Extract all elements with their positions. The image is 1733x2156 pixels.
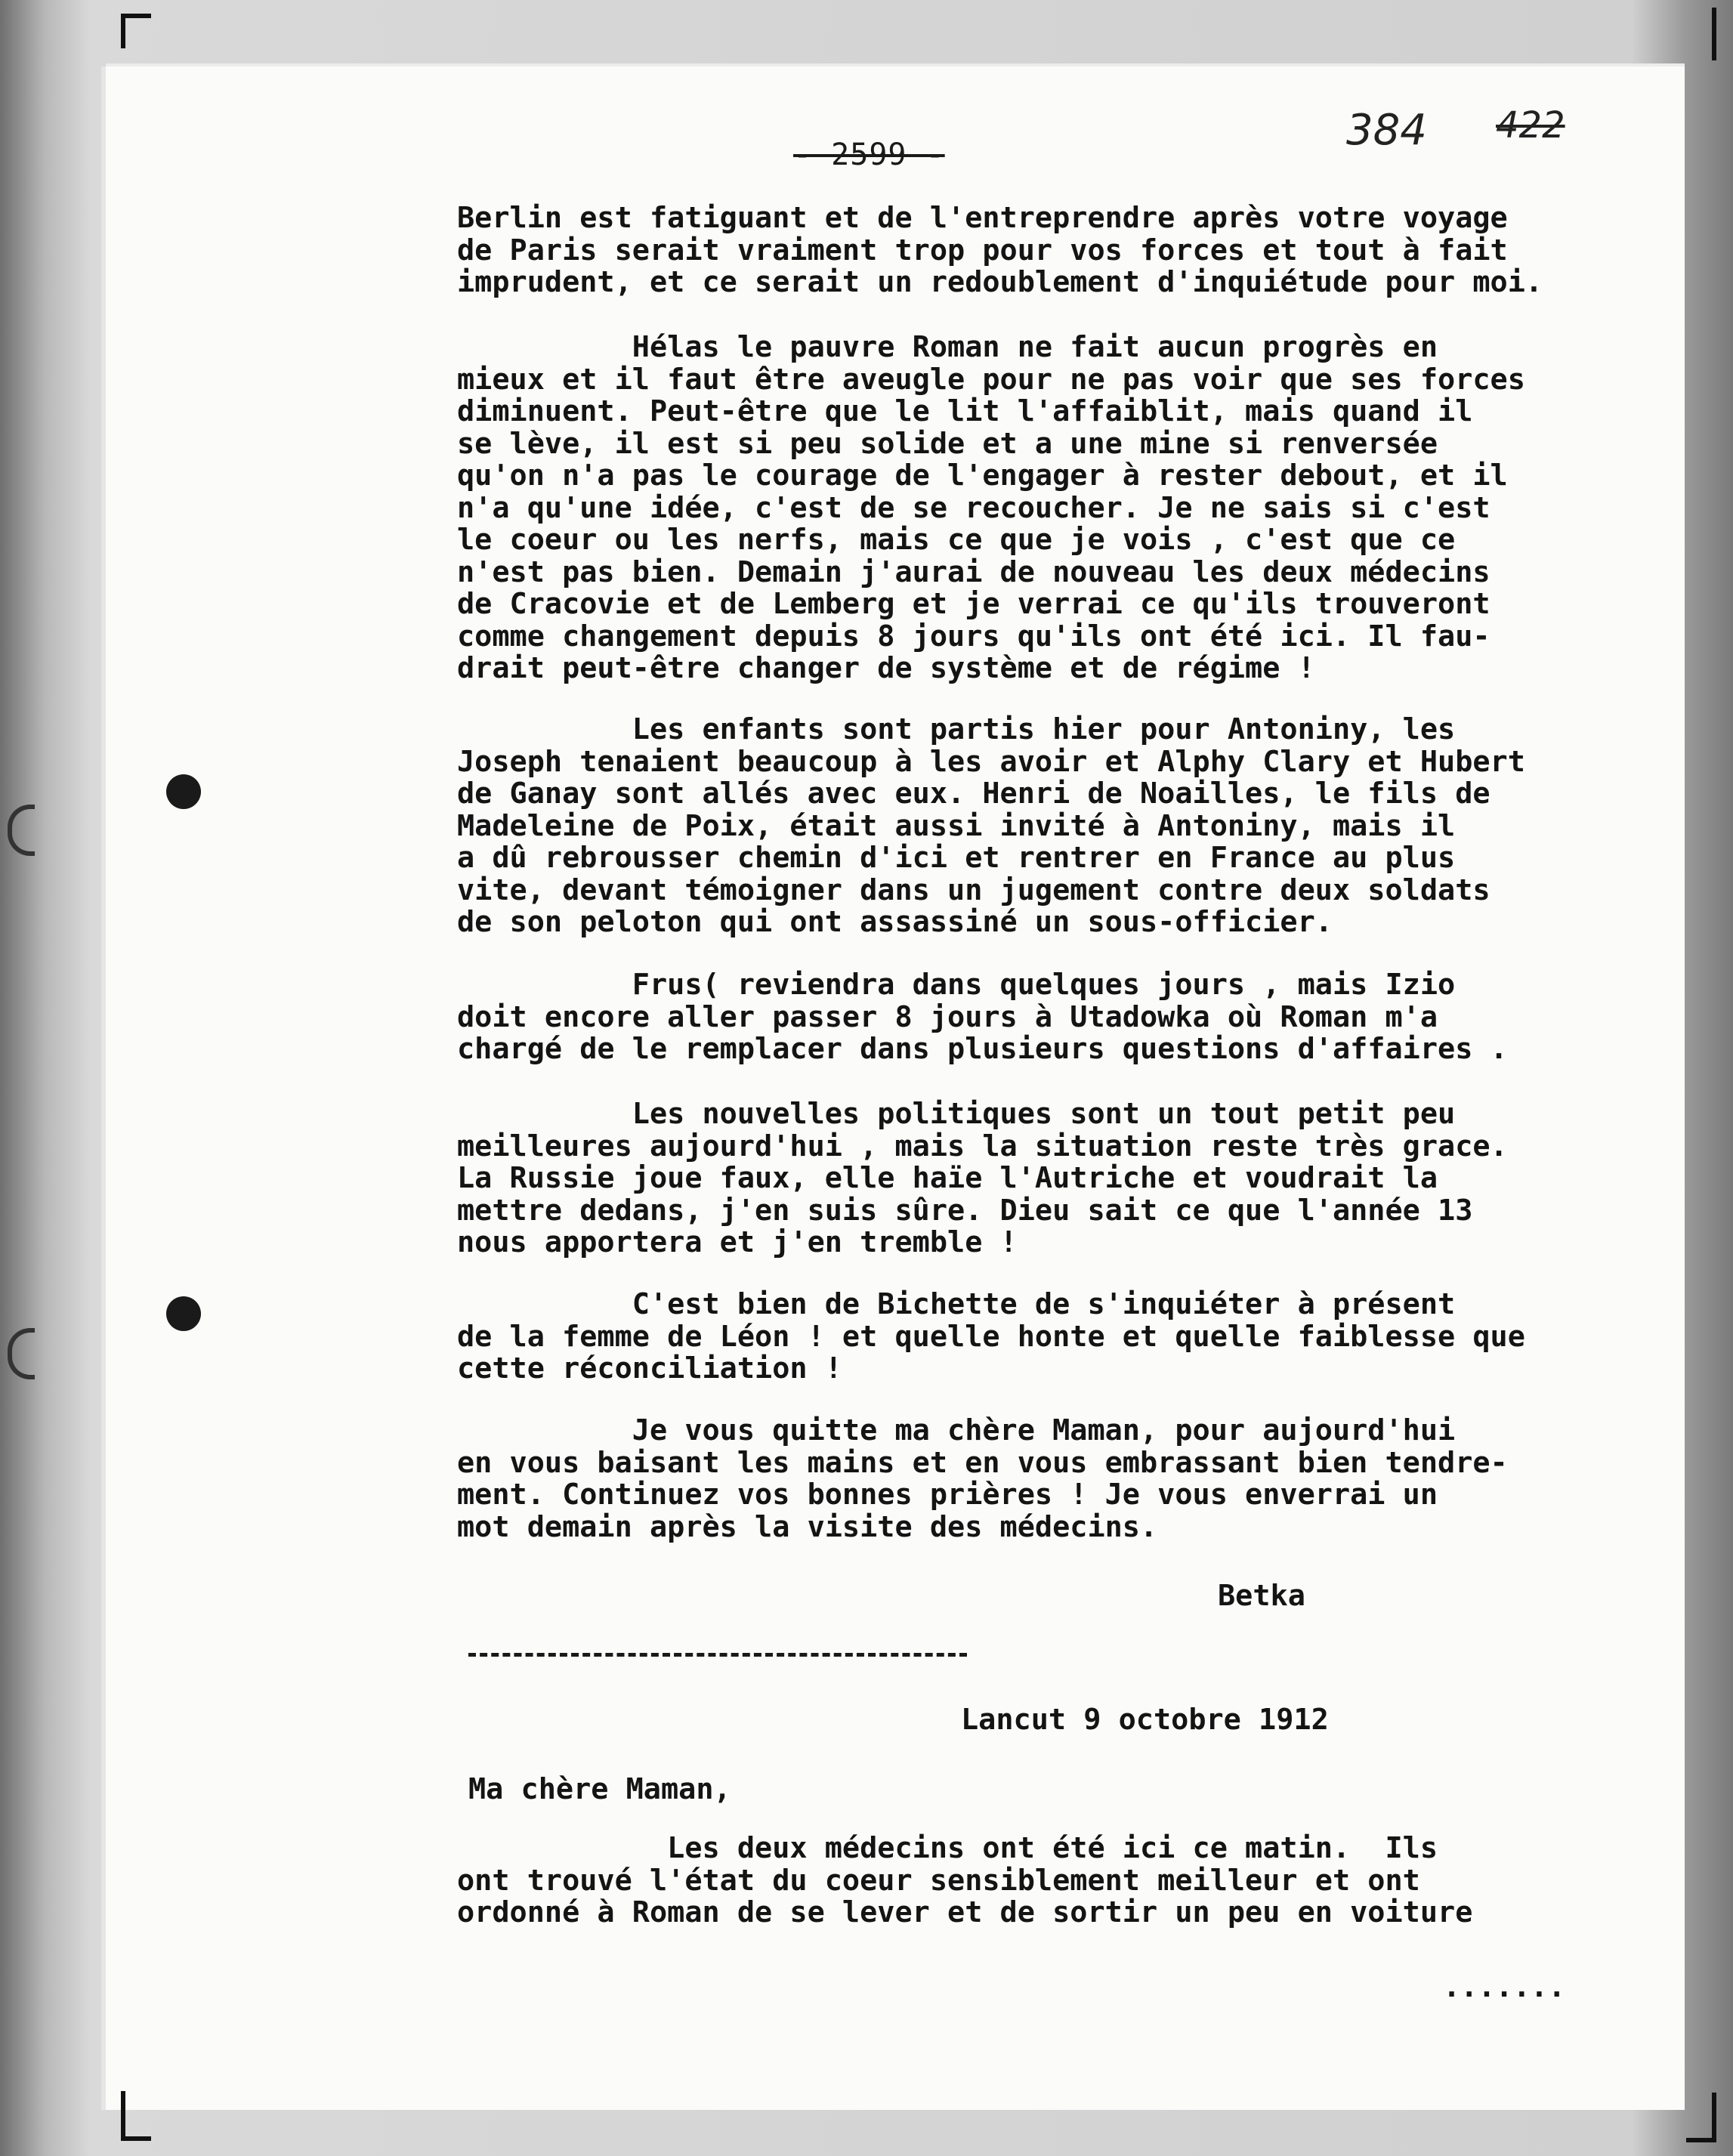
paragraph-1: Berlin est fatiguant et de l'entreprendre après votre voyage de Paris serait vraiment trop pour vos forces et tout à fait imprudent, et ce serait un redoublement d'inquiétude pour moi. <box>457 201 1543 299</box>
paragraph-6: C'est bien de Bichette de s'inquiéter à présent de la femme de Léon ! et quelle honte et quelle faiblesse que cette réconciliation ! <box>457 1287 1525 1385</box>
punch-hole-lower <box>166 1296 201 1331</box>
punch-hole-upper <box>166 774 201 809</box>
paragraph-5: Les nouvelles politiques sont un tout petit peu meilleures aujourd'hui , mais la situation reste très grace. La Russie joue faux, elle haïe l'Autriche et voudrait la mettre dedans, j'en suis sûre. Dieu sait ce que l'année 13 nous apportera et j'en tremble ! <box>457 1097 1508 1259</box>
crop-mark-top-left <box>121 14 151 48</box>
old-number-crossed-out: 422 <box>1496 104 1565 147</box>
archive-number-handwritten: 384 <box>1346 106 1427 155</box>
paragraph-7: Je vous quitte ma chère Maman, pour aujourd'hui en vous baisant les mains et en vous embrassant bien tendre- ment. Continuez vos bonnes prières ! Je vous enverrai un mot demain après la visite des médecins. <box>457 1413 1508 1544</box>
crop-mark-bottom-left <box>121 2091 151 2141</box>
paragraph-2: Hélas le pauvre Roman ne fait aucun progrès en mieux et il faut être aveugle pour ne pas voir que ses forces diminuent. Peut-être que le lit l'affaiblit, mais quand il se lève, il est si peu solide et a une mine si renversée qu'on n'a pas le courage de l'engager à rester debout, et il n'a qu'une idée, c'est de se recoucher. Je ne sais si c'est le coeur ou les nerfs, mais ce que je vois , c'est que ce n'est pas bien. Demain j'aurai de nouveau les deux médecins de Cracovie et de Lemberg et je verrai ce qu'ils trouveront comme changement depuis 8 jours qu'ils ont été ici. Il fau- drait peut-être changer de système et de régime ! <box>457 330 1525 685</box>
crop-mark-top-right <box>1686 8 1716 60</box>
separator-line <box>468 1653 967 1657</box>
crop-mark-bottom-right <box>1686 2093 1716 2142</box>
continuation-dots: ....... <box>1443 1970 1566 2004</box>
dateline: Lancut 9 octobre 1912 <box>961 1703 1329 1737</box>
paragraph-3: Les enfants sont partis hier pour Antoniny, les Joseph tenaient beaucoup à les avoir et Alphy Clary et Hubert de Ganay sont allés avec eux. Henri de Noailles, le fils de Madeleine de Poix, était aussi invité à Antoniny, mais il a dû rebrousser chemin d'ici et rentrer en France au plus vite, devant témoigner dans un jugement contre deux soldats de son peloton qui ont assassiné un sous-officier. <box>457 712 1525 939</box>
paragraph-4: Frus( reviendra dans quelques jours , mais Izio doit encore aller passer 8 jours à Utadowka où Roman m'a chargé de le remplacer dans plusieurs questions d'affaires . <box>457 968 1508 1066</box>
paragraph-letter2: Les deux médecins ont été ici ce matin. Ils ont trouvé l'état du coeur sensiblement meilleur et ont ordonné à Roman de se lever et de sortir un peu en voiture <box>457 1831 1473 1929</box>
greeting: Ma chère Maman, <box>468 1772 731 1806</box>
page-number: - 2599 - <box>793 137 945 172</box>
signature: Betka <box>1218 1579 1305 1613</box>
